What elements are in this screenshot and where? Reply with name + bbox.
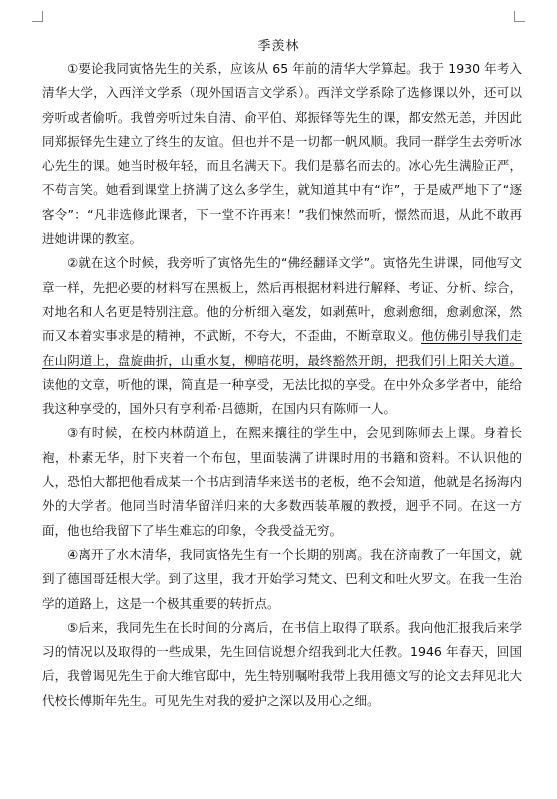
underlined-sentence: 他仿佛引导我们走在山阴道上，盘旋曲折，山重水复，柳暗花明，最终豁然开朗，把我们引上阳关大道。 [42,328,522,368]
author-name: 季羡林 [257,39,300,54]
paragraph-1: ①要论我同寅恪先生的关系，应该从 65 年前的清华大学算起。我于 1930 年考入清华大学，入西洋文学系（现外国语言文学系）。西洋文学系除了选修课以外，还可以旁听或者偷听。我曾旁听过朱自清、俞平伯、郑振铎等先生的课，都安然无恙，并因此同郑振铎先生建立了终生的友谊。但也并不是一切都一帆风顺。我同一群学生去旁听冰心先生的课。她当时极年轻，而且名满天下。我们是慕名而去的。冰心先生满脸正严，不苟言笑。她看到课堂上挤满了这么多学生，就知道其中有“诈”，于是威严地下了“逐客令”：“凡非选修此课者，下一堂不许再来！”我们悚然而听，憬然而退，从此不敢再进她讲课的教室。 [42,61,522,247]
paragraph-2-after: 读他的文章，听他的课，简直是一种享受，无法比拟的享受。在中外众多学者中，能给我这种享受的，国外只有亨利希·吕德斯，在国内只有陈师一人。 [42,376,522,417]
paragraph-4: ④离开了水木清华，我同寅恪先生有一个长期的别离。我在济南教了一年国文，就到了德国哥廷根大学。到了这里，我才开始学习梵文、巴利文和吐火罗文。在我一生治学的道路上，这是一个极其重要的转折点。 [42,546,522,611]
article-body [42,57,522,713]
paragraph-3: ③有时候，在校内林荫道上，在熙来攘往的学生中，会见到陈师去上课。身着长袍，朴素无华，肘下夹着一个布包，里面装满了讲课时用的书籍和资料。不认识他的人，恐怕大都把他看成某一个书店到清华来送书的老板，绝不会知道，他就是名扬海内外的大学者。他同当时清华留洋归来的大多数西装革履的教授，迥乎不同。在这一方面，他也给我留下了毕生难忘的印象，令我受益无穷。 [42,425,522,538]
paragraph-5: ⑤后来，我同先生在长时间的分离后，在书信上取得了联系。我向他汇报我后来学习的情况以及取得的一些成果，先生回信说想介绍我到北大任教。1946 年春天，回国后，我曾谒见先生于俞大维官邸中，先生特别嘱咐我带上我用德文写的论文去拜见北大代校长傅斯年先生。可见先生对我的爱护之深以及用心之细。 [42,619,522,708]
paragraph-2-before: ②就在这个时候，我旁听了寅恪先生的“佛经翻译文学”。寅恪先生讲课，同他写文章一样，先把必要的材料写在黑板上，然后再根据材料进行解释、考证、分析、综合，对地名和人名更是特别注意。他的分析细入毫发，如剥蕉叶，愈剥愈细，愈剥愈深，然而又本着实事求是的精神，不武断，不夸大，不歪曲，不断章取义。 [42,255,522,344]
page-corner-mark-left [32,11,43,22]
page-corner-mark-right [514,11,525,22]
paragraph-2 [42,251,522,421]
